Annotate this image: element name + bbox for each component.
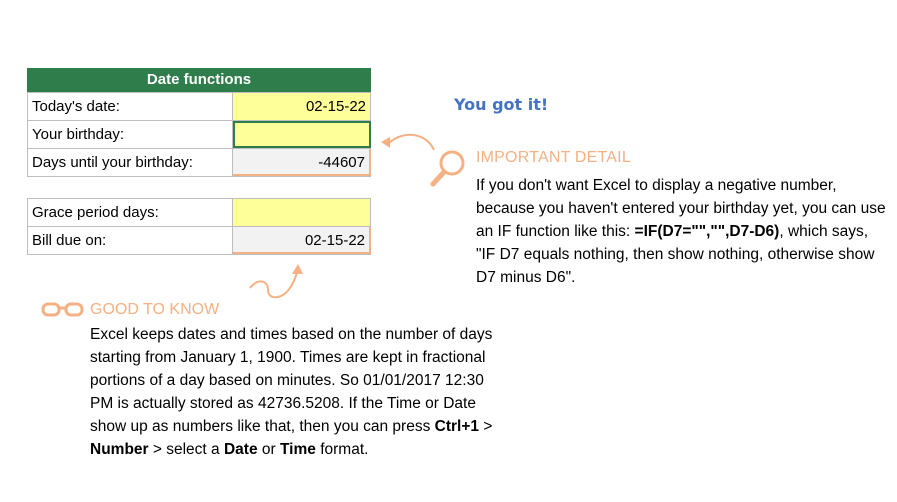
grace-period-cell[interactable] bbox=[233, 199, 371, 226]
key-time: Time bbox=[279, 441, 316, 458]
important-formula: =IF(D7="","",D7-D6) bbox=[634, 223, 780, 240]
key-number: Number bbox=[90, 441, 149, 458]
key-ctrl: Ctrl+1 bbox=[434, 418, 480, 435]
bill-due-label: Bill due on: bbox=[27, 227, 233, 254]
grace-period-label: Grace period days: bbox=[27, 199, 233, 226]
days-until-cell[interactable]: -44607 bbox=[233, 149, 371, 176]
table-row-todays-date bbox=[27, 92, 371, 121]
table-row-grace bbox=[27, 198, 371, 227]
important-detail-title: IMPORTANT DETAIL bbox=[476, 149, 631, 166]
todays-date-cell[interactable]: 02-15-22 bbox=[233, 93, 371, 120]
good-to-know-text bbox=[90, 323, 510, 461]
bill-due-cell[interactable]: 02-15-22 bbox=[233, 227, 371, 254]
know-text-4: format. bbox=[315, 441, 369, 458]
important-detail-text bbox=[476, 174, 888, 289]
you-got-it-callout: You got it! bbox=[454, 95, 549, 114]
birthday-cell[interactable] bbox=[233, 121, 371, 148]
important-text-1: If you don't want Excel to display a negative number, because you haven't entered your birthday yet, you can use an IF function like this: bbox=[476, 177, 886, 240]
magnifier-icon bbox=[428, 148, 468, 190]
table-row-birthday bbox=[27, 121, 371, 149]
days-until-label: Days until your birthday: bbox=[27, 149, 233, 176]
date-functions-table bbox=[27, 68, 371, 177]
table-header: Date functions bbox=[27, 68, 371, 92]
bill-table bbox=[27, 198, 371, 255]
squiggle-arrow-icon bbox=[246, 262, 308, 304]
important-text-2: , which says, "IF D7 equals nothing, then show nothing, otherwise show D7 minus D6". bbox=[476, 223, 875, 286]
key-date: Date bbox=[223, 441, 258, 458]
good-to-know-title: GOOD TO KNOW bbox=[90, 301, 220, 318]
todays-date-label: Today's date: bbox=[27, 93, 233, 120]
know-text-3: or bbox=[257, 441, 280, 458]
table-row-bill-due bbox=[27, 227, 371, 255]
birthday-label: Your birthday: bbox=[27, 121, 233, 148]
know-text-2: > select a bbox=[148, 441, 224, 458]
glasses-icon bbox=[41, 301, 85, 319]
know-sep-1: > bbox=[479, 418, 493, 435]
know-text-1: Excel keeps dates and times based on the number of days starting from January 1, 1900. Times are kept in fractional portions of a day based on minutes. So 01/01/2017 12:30 PM is actually stored as 42736.5208. If the Time or Date show up as numbers like that, then you can press bbox=[90, 326, 493, 435]
table-row-days-until bbox=[27, 149, 371, 177]
